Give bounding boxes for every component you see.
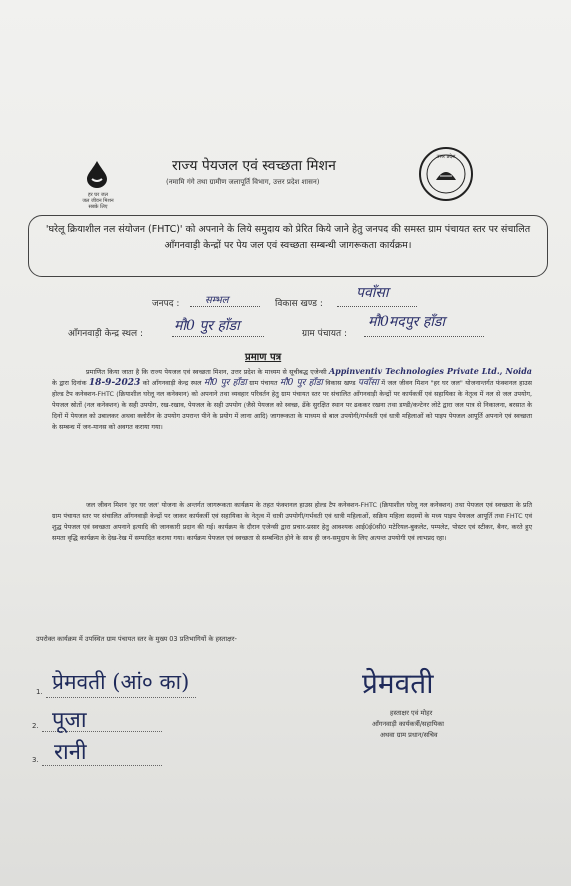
para1-text-c: को आँगनवाड़ी केन्द्र स्थल	[142, 379, 202, 387]
up-government-seal-icon	[418, 146, 474, 202]
para1-text-d: ग्राम पंचायत	[249, 379, 278, 387]
centre-label: आँगनवाड़ी केन्द्र स्थल :	[68, 329, 144, 339]
participant-line-1	[46, 696, 196, 698]
certificate-heading: प्रमाण पत्र	[245, 352, 282, 363]
para1-text-a: प्रमाणित किया जाता है कि राज्य पेयजल एवं स्वच्छता मिशन, उत्तर प्रदेश के माध्यम से सूचीबद्ध एजेन्सी	[86, 368, 327, 376]
logo-text-3: सबके लिए	[88, 204, 108, 210]
program-banner: 'घरेलू क्रियाशील नल संयोजन (FHTC)' को अपनाने के लिये समुदाय को प्रेरित किये जाने हेतु जनपद की समस्त ग्राम पंचायत स्तर पर संचालित आँगनवाड़ी केन्द्रों पर पेय जल एवं स्वच्छता सम्बन्धी जागरूकता कार्यक्रम।	[28, 215, 548, 277]
jal-jeevan-mission-logo	[78, 160, 118, 210]
certificate-paragraph-2	[52, 500, 532, 544]
logo-text-1: हर घर जल	[88, 192, 108, 198]
signatory-line-2: आँगनवाड़ी कार्यकर्त्री/सहायिका	[372, 720, 445, 728]
panchayat-label: ग्राम पंचायत :	[302, 329, 348, 339]
centre-handwritten: मौ0 पुर हाँडा	[203, 378, 247, 388]
para1-text-b: के द्वारा दिनांक	[52, 379, 87, 387]
participants-caption: उपरोक्त कार्यक्रम में उपस्थित ग्राम पंचायत स्तर के मुख्य 03 प्रतिभागियों के हस्ताक्षर-	[36, 635, 237, 643]
block-label: विकास खण्ड :	[275, 299, 323, 309]
district-value: सम्भल	[205, 295, 229, 306]
para1-block-label: विकास खण्ड	[325, 379, 356, 387]
para2-text: जल जीवन मिशन 'हर घर जल' योजना के अन्तर्गत जागरूकता कार्यक्रम के तहत फंक्शनल हाउस होल्ड टैप कनेक्शन-FHTC (क्रियाशील घरेलू नल कनेक्शन) तथा पेयजल एवं स्वच्छता के प्रति ग्राम पंचायत स्तर पर संचालित आँगनवाड़ी केन्द्रों पर जाकर कार्यकर्त्री एवं सहायिका के नेतृत्व में धात्री उपयोगी/गर्भवती एवं धात्री महिलाओं, सक्रिय महिला सदस्यों के मध्य पाइप पेयजल आपूर्ति तथा FHTC एवं शुद्ध पेयजल एवं स्वच्छता अपनाने इत्यादि की जानकारी प्रदान की गई। कार्यक्रम के दौरान एजेन्सी द्वारा प्रचार-प्रसार हेतु आवश्यक आई0ई0सी0 मटेरियल-बुकलेट, पम्पलेट, पोस्टर एवं स्टीकर, बैनर, करते हुए समता वृद्धि कार्यक्रम के देख-रेख में सम्पादित कराया गया। कार्यक्रम पेयजल एवं स्वच्छता से सम्बन्धित होने के साथ ही जन-समुदाय के लिए अत्यन्त उपयोगी एवं लाभप्रद रहा।	[52, 501, 532, 542]
district-label: जनपद :	[152, 299, 180, 309]
signatory-signature: प्रेमवती	[362, 667, 434, 700]
centre-value: मौ0 पुर हाँडा	[174, 318, 240, 334]
participant-signature-3: रानी	[54, 740, 87, 765]
participant-num-3: 3.	[32, 756, 39, 764]
participant-num-1: 1.	[36, 688, 43, 696]
participant-num-2: 2.	[32, 722, 39, 730]
event-date: 18-9-2023	[88, 378, 141, 388]
mission-title: राज्य पेयजल एवं स्वच्छता मिशन	[172, 158, 336, 174]
block-handwritten: पवाँसा	[357, 378, 379, 388]
agency-name: Appinventiv Technologies Private Ltd., Noida	[328, 366, 532, 376]
logo-text-2: जल जीवन मिशन	[82, 198, 114, 204]
participant-signature-2: पूजा	[52, 708, 87, 733]
signatory-line-3: अथवा ग्राम प्रधान/सचिव	[380, 731, 438, 739]
water-drop-icon	[86, 160, 108, 188]
participant-signature-1: प्रेमवती (आं० का)	[52, 670, 190, 694]
block-value: पवाँसा	[356, 285, 389, 301]
village-handwritten: मौ0 पुर हाँडा	[279, 378, 323, 388]
signatory-line-1: हस्ताक्षर एवं मोहर	[390, 709, 433, 717]
para1-text-e: में जल जीवन मिशन "हर घर जल" योजनान्तर्गत फंक्शनल हाउस होल्ड टैप कनेक्शन-FHTC (क्रियाशील घरेलू नल कनेक्शन) को अपनाने तथा व्यवहार परिवर्तन हेतु ग्राम पंचायत स्तर पर संचालित आँगनवाड़ी केन्द्रों पर कार्यकर्त्री एवं सहायिका के नेतृत्व में नल से जल उपयोग, पेयजल स्रोतों (नल कनेक्शन) के सही उपयोग, रख-रखाव, पेयजल के सही उपयोग (जैसे पेयजल को स्वच्छ, ढँके सुरक्षित स्थान पर ढककर रखना तथा डण्डी/कन्टेनर लोटे द्वारा जल पात्र से निकालना, बरसात के दिनों में पेयजल को उबालकर अथवा क्लोरीन के उपयोग उपरान्त पीने के प्रयोग में लाना आदि) जागरूकता के माध्यम से बाल उपयोगी/गर्भवती एवं धात्री महिलाओं को पाइप पेयजल आपूर्ति अपनाने एवं स्वच्छता के सम्बन्ध में जन-मानस को अवगत कराया गया।	[52, 379, 532, 431]
seal-text: उत्तर प्रदेश	[436, 154, 456, 160]
certificate-paragraph-1	[52, 366, 532, 433]
panchayat-value: मौ0मदपुर हाँडा	[368, 314, 446, 330]
mission-subtitle: (नमामि गंगे तथा ग्रामीण जलापूर्ति विभाग, उत्तर प्रदेश शासन)	[166, 178, 320, 186]
